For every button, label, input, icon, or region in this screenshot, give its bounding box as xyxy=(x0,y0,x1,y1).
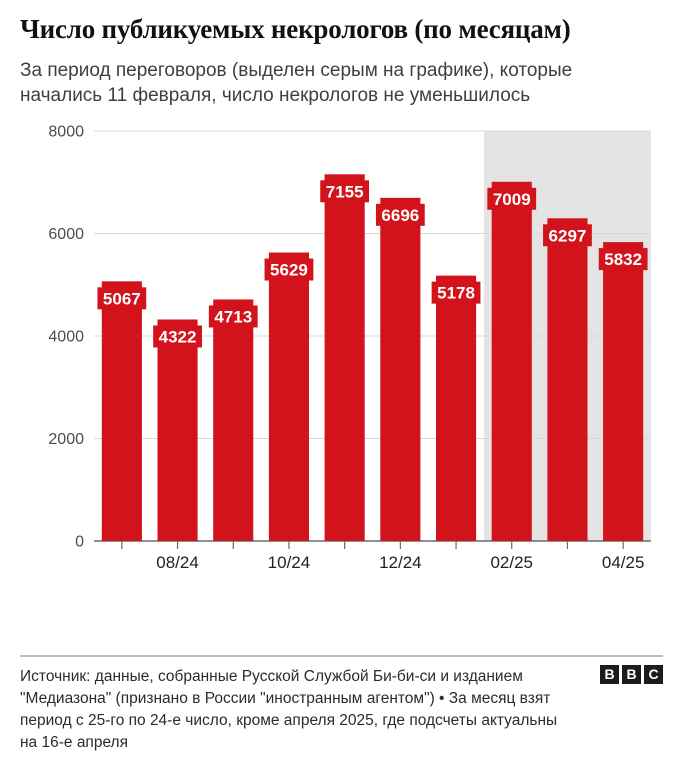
bar-value-label: 5629 xyxy=(270,260,308,280)
y-axis-tick-label: 4000 xyxy=(48,328,84,346)
bar xyxy=(436,275,476,540)
chart-footer xyxy=(20,655,663,755)
x-axis-tick-label: 04/25 xyxy=(601,552,645,572)
bbc-logo-letter-2: B xyxy=(622,665,641,684)
bar-value-label: 6297 xyxy=(548,226,587,246)
y-axis-tick-label: 8000 xyxy=(48,123,84,141)
bar xyxy=(603,242,643,541)
bar xyxy=(492,182,532,541)
bar-chart xyxy=(20,123,663,583)
bar xyxy=(157,319,197,541)
bbc-logo-letter-1: B xyxy=(600,665,619,684)
bbc-logo xyxy=(600,665,663,684)
x-axis-tick-label: 10/24 xyxy=(267,552,311,572)
bbc-logo-letter-3: C xyxy=(644,665,663,684)
y-axis-tick-label: 2000 xyxy=(48,430,84,448)
bar-value-label: 6696 xyxy=(381,205,420,225)
bar-value-label: 5832 xyxy=(604,249,643,269)
bar xyxy=(380,198,420,541)
bar xyxy=(102,281,142,541)
bar-value-label: 4322 xyxy=(158,327,197,347)
footer-divider xyxy=(20,655,663,657)
bar-value-label: 7155 xyxy=(325,182,364,202)
source-note: Источник: данные, собранные Русской Службой Би-би-си и изданием "Медиазона" (признано в России "иностранным агентом") • За месяц взят период с 25-го по 24-е число, кроме апреля 2025, где подсчеты актуальны на 16-е апреля xyxy=(20,668,558,752)
chart-area xyxy=(20,123,663,583)
bar-value-label: 5178 xyxy=(437,283,475,303)
bar-value-label: 7009 xyxy=(492,189,531,209)
x-axis-tick-label: 12/24 xyxy=(379,552,422,572)
x-axis-tick-label: 02/25 xyxy=(490,552,534,572)
bar-value-label: 4713 xyxy=(214,307,253,327)
y-axis-tick-label: 6000 xyxy=(48,225,84,243)
bar xyxy=(325,174,365,541)
x-axis-tick-label: 08/24 xyxy=(156,552,199,572)
y-axis-tick-label: 0 xyxy=(75,533,84,551)
bar-value-label: 5067 xyxy=(102,289,141,309)
bar xyxy=(269,252,309,540)
bar xyxy=(213,299,253,541)
page-subtitle: За период переговоров (выделен серым на графике), которые начались 11 февраля, число некрологов не уменьшилось xyxy=(20,59,573,107)
page-title: Число публикуемых некрологов (по месяцам) xyxy=(20,14,571,44)
bar xyxy=(547,218,587,541)
